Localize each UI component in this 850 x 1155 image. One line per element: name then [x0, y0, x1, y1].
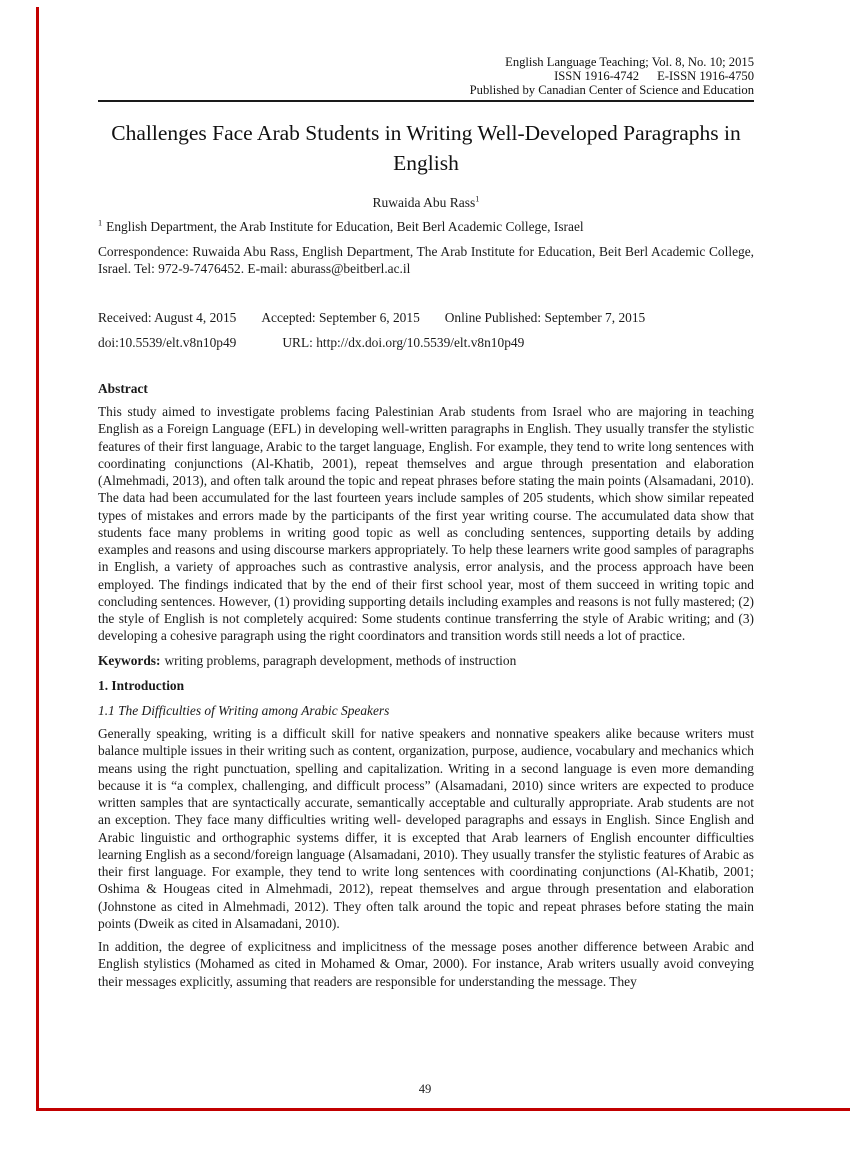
accepted-date: Accepted: September 6, 2015	[261, 310, 420, 325]
correspondence-line: Correspondence: Ruwaida Abu Rass, English Department, The Arab Institute for Education, Beit Berl Academic College, Israel. Tel: 972-9-7476452. E-mail: aburass@beitberl.ac.il	[98, 243, 754, 276]
e-issn: E-ISSN 1916-4750	[657, 68, 754, 83]
affiliation-marker: 1	[98, 218, 103, 228]
section-heading-introduction: 1. Introduction	[98, 677, 185, 693]
page-accent-border-bottom	[36, 1108, 850, 1111]
online-published-date: Online Published: September 7, 2015	[444, 310, 646, 325]
introduction-paragraph-1: Generally speaking, writing is a difficult skill for native speakers and nonnative speakers alike because writers must balance multiple issues in their writing such as content, organization, purpose, audience, vocabulary and mechanics which means using the right punctuation, spelling and capitalization. Writing in a second language is even more demanding because it is “a complex, challenging, and difficult process” (Alsamadani, 2010) since writers are expected to produce written samples that are syntactically accurate, semantically acceptable and culturally appropriate. Arab students are not an exception. They face many difficulties writing well- developed paragraphs and essays in English. Since English and Arabic linguistic and orthographic systems differ, it is excepted that Arab learners of English encounter difficulties learning English as a second/foreign language (Alsamadani, 2010). They usually transfer the stylistic features of Arabic as their first language. For example, they tend to write long sentences with coordinating conjunctions (Al-Khatib, 2001; Oshima & Hougeas cited in Almehmadi, 2012), repeat themselves and argue through presentation and elaboration (Johnstone as cited in Almehmadi, 2012). They often talk around the topic and repeat phrases before stating the main points (Dweik as cited in Alsamadani, 2010).	[98, 726, 754, 931]
author-name: Ruwaida Abu Rass	[372, 195, 476, 211]
author-line	[98, 195, 754, 211]
doi: doi:10.5539/elt.v8n10p49	[98, 335, 237, 350]
journal-header	[98, 0, 754, 97]
journal-title-line: English Language Teaching; Vol. 8, No. 10; 2015	[505, 55, 754, 69]
issn-row	[98, 70, 754, 84]
keywords-text: writing problems, paragraph development, methods of instruction	[164, 652, 517, 668]
page-number: 49	[418, 1082, 432, 1096]
affiliation-line	[98, 218, 754, 235]
header-rule	[98, 100, 754, 102]
abstract-body: This study aimed to investigate problems facing Palestinian Arab students from Israel who are majoring in teaching English as a Foreign Language (EFL) in developing well-written paragraphs in English. They usually transfer the stylistic features of their first language, Arabic to the target language, English. For example, they tend to write long sentences with coordinating conjunctions (Al-Khatib, 2001), repeat themselves and argue through presentation and elaboration (Almehmadi, 2013), and often talk around the topic and repeat phrases before stating the main points (Alsamadani, 2010). The data had been accumulated for the last fourteen years include samples of 205 students, which show similar repeated types of mistakes and errors made by the participants of the first year writing course. The accumulated data show that students face many problems in writing good topic as well as concluding sentences, supporting details by adding examples and reasons and using discourse markers appropriately. To help these learners write good samples of paragraphs in English, a variety of approaches such as contrastive analysis, error analysis, and the process approach have been employed. The findings indicated that by the end of their first school year, most of them succeed in writing topic and concluding sentences. However, (1) providing supporting details including examples and reasons is not fully mastered; (2) the style of English is not completely acquired: Some students continue transferring the style of Arabic writing; and (3) developing a cohesive paragraph using the right coordinators and transition words still needs a lot of practice.	[98, 404, 754, 644]
subsection-heading-difficulties: 1.1 The Difficulties of Writing among Arabic Speakers	[98, 702, 390, 718]
ids-row	[98, 335, 754, 351]
dates-row	[98, 310, 754, 326]
doi-url: URL: http://dx.doi.org/10.5539/elt.v8n10p49	[282, 335, 525, 350]
page-accent-border-left	[36, 7, 39, 1111]
page-content	[98, 0, 754, 990]
abstract-heading: Abstract	[98, 381, 148, 396]
keywords-line	[98, 652, 754, 669]
author-affiliation-marker: 1	[475, 194, 480, 204]
publisher-line: Published by Canadian Center of Science and Education	[469, 82, 754, 97]
received-date: Received: August 4, 2015	[98, 310, 237, 325]
paper-title: Challenges Face Arab Students in Writing Well-Developed Paragraphs in English	[111, 121, 741, 176]
issn: ISSN 1916-4742	[554, 68, 640, 83]
introduction-paragraph-2: In addition, the degree of explicitness and implicitness of the message poses another difference between Arabic and English stylistics (Mohamed as cited in Mohamed & Omar, 2000). For instance, Arab writers usually avoid conveying their messages explicitly, assuming that readers are responsible for understanding the message. They	[98, 939, 754, 989]
affiliation-text: English Department, the Arab Institute for Education, Beit Berl Academic College, Israel	[106, 219, 584, 235]
keywords-label: Keywords:	[98, 652, 161, 668]
